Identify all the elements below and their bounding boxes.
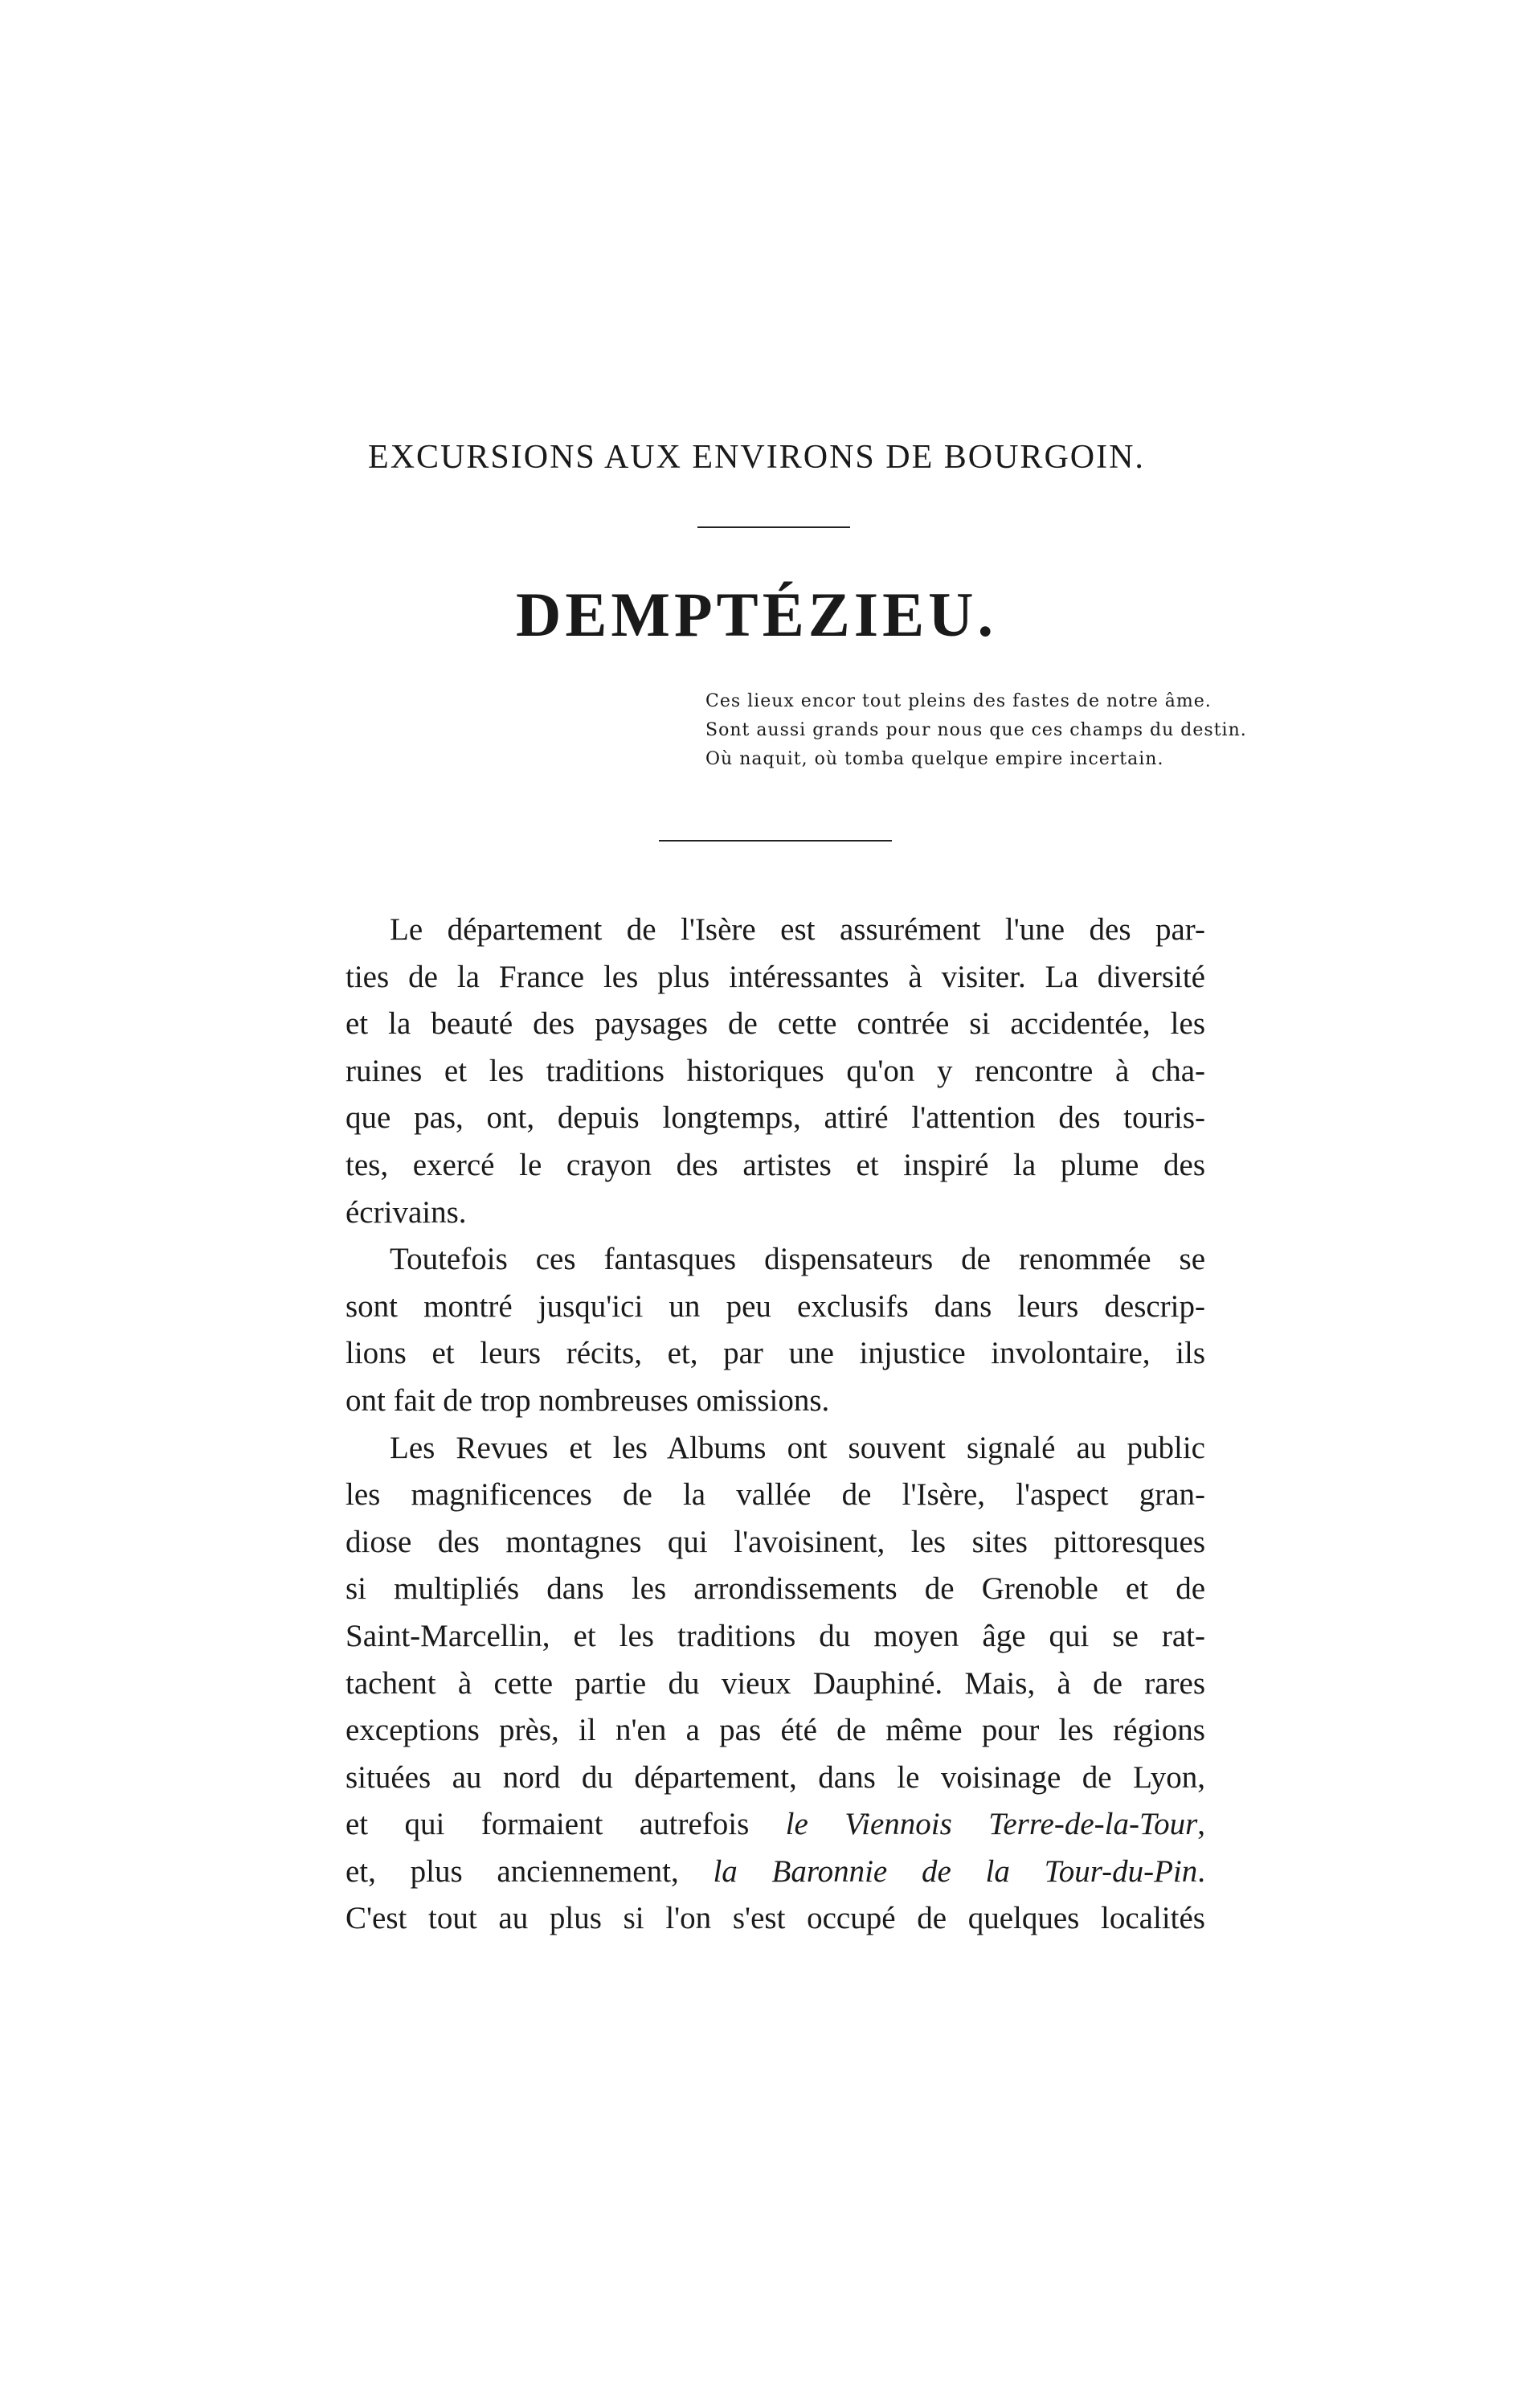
- text-line: Saint-Marcellin, et les traditions du moyen âge qui se rat-: [346, 1618, 1205, 1653]
- epigraph: [705, 687, 1284, 774]
- text-fragment: et, plus anciennement,: [346, 1853, 714, 1889]
- text-line: ruines et les traditions historiques qu'on y rencontre à cha-: [346, 1053, 1205, 1088]
- divider-rule-bottom: [659, 840, 892, 842]
- paragraph-3: [346, 1425, 1205, 1943]
- text-fragment: ,: [1197, 1807, 1206, 1842]
- text-line: les magnificences de la vallée de l'Isère, l'aspect gran-: [346, 1477, 1205, 1513]
- text-line: que pas, ont, depuis longtemps, attiré l'attention des touris-: [346, 1100, 1205, 1136]
- text-line: tachent à cette partie du vieux Dauphiné. Mais, à de rares: [346, 1665, 1205, 1701]
- epigraph-line: Où naquit, où tomba quelque empire incertain.: [705, 749, 1164, 769]
- text-line: ties de la France les plus intéressantes à visiter. La diversité: [346, 959, 1205, 994]
- paragraph-2: [346, 1236, 1205, 1424]
- text-line: Les Revues et les Albums ont souvent signalé au public: [390, 1430, 1205, 1465]
- epigraph-line: Sont aussi grands pour nous que ces champs du destin.: [705, 720, 1247, 740]
- text-line: et la beauté des paysages de cette contrée si accidentée, les: [346, 1006, 1205, 1042]
- running-title: EXCURSIONS AUX ENVIRONS DE BOURGOIN.: [368, 439, 1145, 476]
- body-text: [346, 907, 1205, 1943]
- text-line: [346, 1849, 1205, 1896]
- text-line: écrivains.: [346, 1194, 467, 1230]
- text-line: lions et leurs récits, et, par une injustice involontaire, ils: [346, 1336, 1205, 1371]
- text-line: [346, 1801, 1205, 1849]
- text-fragment: et qui formaient autrefois: [346, 1807, 786, 1842]
- text-line: sont montré jusqu'ici un peu exclusifs dans leurs descrip-: [346, 1288, 1205, 1324]
- italic-place-name: la Baronnie de la Tour-du-Pin: [713, 1853, 1198, 1889]
- italic-place-name: le Viennois Terre-de-la-Tour: [785, 1807, 1198, 1842]
- text-line: tes, exercé le crayon des artistes et inspiré la plume des: [346, 1147, 1205, 1182]
- text-line: si multipliés dans les arrondissements de Grenoble et de: [346, 1571, 1205, 1607]
- text-line: ont fait de trop nombreuses omissions.: [346, 1382, 830, 1418]
- paragraph-1: [346, 907, 1205, 1236]
- text-line: diose des montagnes qui l'avoisinent, les sites pittoresques: [346, 1524, 1205, 1559]
- divider-rule-top: [697, 526, 850, 528]
- text-line: exceptions près, il n'en a pas été de même pour les régions: [346, 1713, 1205, 1748]
- epigraph-line: Ces lieux encor tout pleins des fastes de notre âme.: [705, 691, 1212, 711]
- text-line: C'est tout au plus si l'on s'est occupé de quelques localités: [346, 1901, 1205, 1936]
- text-line: Toutefois ces fantasques dispensateurs de renommée se: [390, 1242, 1205, 1277]
- text-line: Le département de l'Isère est assurément l'une des par-: [390, 912, 1205, 947]
- text-fragment: .: [1197, 1853, 1205, 1889]
- text-line: situées au nord du département, dans le voisinage de Lyon,: [346, 1759, 1205, 1795]
- chapter-title: DEMPTÉZIEU.: [516, 579, 997, 649]
